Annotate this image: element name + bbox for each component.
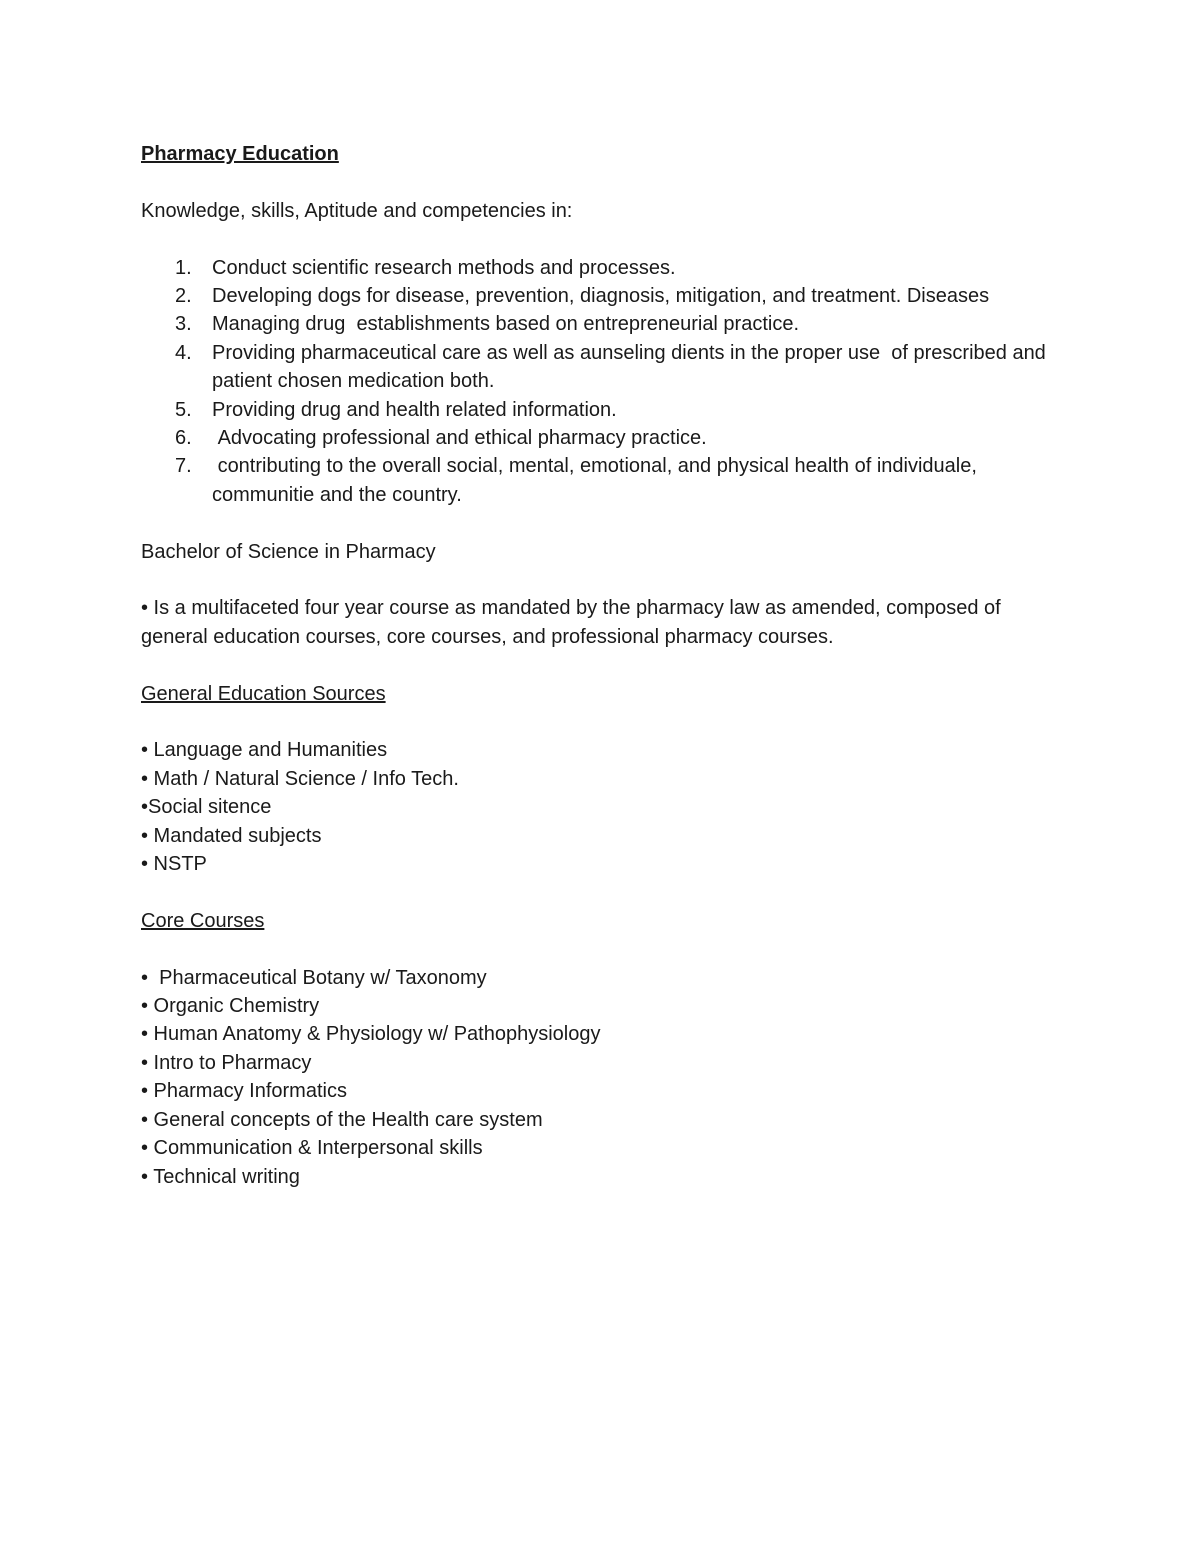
list-item-text: Managing drug establishments based on entrepreneurial practice. [212,313,800,336]
spacer [141,935,1071,963]
list-item-text: contributing to the overall social, mental, emotional, and physical health of individuale, communitie and the country. [212,455,983,506]
competencies-list [141,254,1071,510]
spacer [141,509,1071,537]
list-item-number: 6. [175,427,192,450]
spacer [141,566,1071,594]
list-item-text: Conduct scientific research methods and processes. [212,256,676,279]
list-item: • NSTP [141,853,207,876]
list-item-number: 2. [175,285,192,307]
gen-ed-heading: General Education Sources [141,682,386,705]
list-item [141,339,1071,396]
list-item: • Technical writing [141,1165,300,1188]
list-item: •Social sitence [141,796,272,819]
list-item: • Language and Humanities [141,739,388,762]
list-item-text: Providing drug and health related information. [212,398,617,421]
list-item [141,396,1071,424]
list-item: • Organic Chemistry [141,995,320,1018]
list-item [141,310,1071,338]
list-item-number: 1. [175,256,192,279]
list-item: • Human Anatomy & Physiology w/ Pathophysiology [141,1023,601,1046]
spacer [141,708,1071,736]
list-item: • General concepts of the Health care system [141,1108,543,1131]
bs-description: • Is a multifaceted four year course as mandated by the pharmacy law as amended, composed of general education courses, core courses, and professional pharmacy courses. [141,597,1007,648]
document-title: Pharmacy Education [141,143,339,165]
list-item-text: Advocating professional and ethical pharmacy practice. [212,427,707,450]
list-item-text: Developing dogs for disease, prevention, diagnosis, mitigation, and treatment. Diseases [212,285,990,307]
bs-heading: Bachelor of Science in Pharmacy [141,540,436,563]
list-item-number: 3. [175,313,192,336]
core-heading: Core Courses [141,909,265,932]
core-list [141,964,1071,1191]
list-item: • Pharmaceutical Botany w/ Taxonomy [141,966,487,989]
list-item: • Pharmacy Informatics [141,1080,347,1103]
spacer [141,651,1071,679]
list-item-number: 4. [175,341,192,364]
list-item-number: 5. [175,398,192,421]
list-item-text: Providing pharmaceutical care as well as aunseling dients in the proper use of prescribed and patient chosen medication both. [212,341,1052,393]
list-item: • Mandated subjects [141,824,322,847]
list-item: • Communication & Interpersonal skills [141,1137,483,1160]
intro-text: Knowledge, skills, Aptitude and competencies in: [141,199,573,222]
list-item [141,424,1071,452]
list-item: • Math / Natural Science / Info Tech. [141,767,459,790]
document-page [141,140,1071,1191]
list-item [141,282,1071,310]
list-item [141,452,1071,509]
spacer [141,878,1071,906]
spacer [141,225,1071,253]
spacer [141,168,1071,196]
list-item [141,254,1071,282]
list-item-number: 7. [175,455,192,478]
gen-ed-list [141,736,1071,878]
list-item: • Intro to Pharmacy [141,1051,312,1074]
